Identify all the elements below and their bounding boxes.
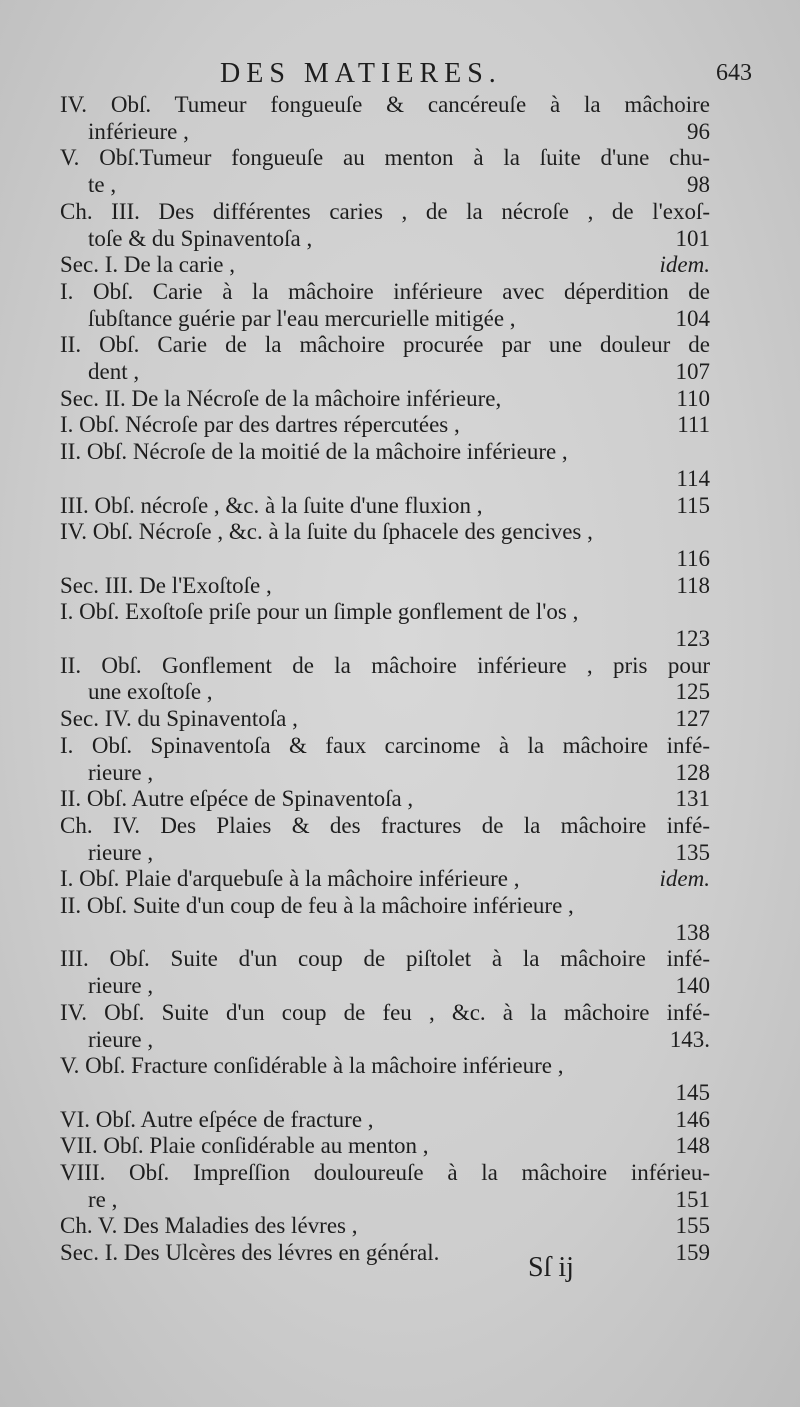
toc-entry-text: IV. Obſ. Nécroſe , &c. à la ſuite du ſphacele des gencives , bbox=[60, 519, 593, 545]
toc-entry-text: V. Obſ.Tumeur fongueuſe au menton à la ſuite d'une chu- bbox=[60, 145, 710, 171]
toc-entry-text: Sec. IV. du Spinaventoſa , bbox=[60, 706, 298, 732]
toc-entry bbox=[60, 279, 710, 332]
toc-page-number: 135 bbox=[675, 839, 710, 865]
toc-entry-text: Sec. III. De l'Exoſtoſe , bbox=[60, 572, 272, 598]
toc-page-number: 98 bbox=[687, 172, 710, 198]
toc-page-number: 128 bbox=[675, 759, 710, 785]
toc-entry-last-line bbox=[60, 493, 710, 520]
toc-entry bbox=[60, 599, 710, 652]
toc-entry-last-line bbox=[60, 840, 710, 867]
toc-entry-text: Sec. I. Des Ulcères des lévres en général. bbox=[60, 1240, 440, 1266]
toc-page-number: 110 bbox=[676, 385, 710, 411]
toc-entry-text: Ch. V. Des Maladies des lévres , bbox=[60, 1213, 358, 1239]
toc-entry bbox=[60, 412, 710, 439]
toc-page-number: idem. bbox=[659, 866, 710, 892]
toc-entry bbox=[60, 1053, 710, 1106]
toc-page-number: 146 bbox=[675, 1106, 710, 1132]
toc-page-number: 96 bbox=[687, 118, 710, 144]
toc-page-number: 114 bbox=[676, 465, 710, 491]
toc-page-number: 151 bbox=[675, 1186, 710, 1212]
page-number: 643 bbox=[716, 60, 752, 86]
running-head: DES MATIERES. bbox=[220, 58, 502, 89]
toc-page-number: 145 bbox=[675, 1079, 710, 1105]
toc-entry-last-line bbox=[60, 1213, 710, 1240]
toc-entry bbox=[60, 706, 710, 733]
toc-page-number: 138 bbox=[675, 919, 710, 945]
toc-entry-last-line bbox=[60, 1107, 710, 1134]
toc-entry-text: IV. Obſ. Suite d'un coup de feu , &c. à la mâchoire infé- bbox=[60, 999, 710, 1025]
toc-entry-last-line bbox=[60, 1187, 710, 1214]
toc-entry-text: Ch. IV. Des Plaies & des fractures de la mâchoire infé- bbox=[60, 812, 710, 838]
toc-entry bbox=[60, 252, 710, 279]
toc-entry bbox=[60, 332, 710, 385]
toc-entry-text: ſubſtance guérie par l'eau mercurielle mitigée , bbox=[88, 305, 516, 331]
toc-entry-text: II. Obſ. Gonflement de la mâchoire inférieure , pris pour bbox=[60, 652, 710, 678]
toc-page-number: 104 bbox=[675, 305, 710, 331]
toc-entry bbox=[60, 1133, 710, 1160]
toc-entry-last-line bbox=[60, 786, 710, 813]
toc-entry bbox=[60, 519, 710, 572]
toc-entry-text: III. Obſ. Suite d'un coup de piſtolet à la mâchoire infé- bbox=[60, 946, 710, 972]
toc-page-number: 159 bbox=[675, 1240, 710, 1266]
toc-page-number: 115 bbox=[676, 492, 710, 518]
toc-entry-last-line bbox=[60, 760, 710, 787]
toc-entry-text: VII. Obſ. Plaie conſidérable au menton , bbox=[60, 1133, 429, 1159]
toc-entry-text: II. Obſ. Carie de la mâchoire procurée par une douleur de bbox=[60, 332, 710, 358]
toc-entry bbox=[60, 1160, 710, 1213]
printer-signature: Sſ ij bbox=[528, 1252, 574, 1283]
toc-page-number: 155 bbox=[675, 1213, 710, 1239]
toc-entry bbox=[60, 1107, 710, 1134]
toc-entry-last-line bbox=[60, 252, 710, 279]
toc-entry bbox=[60, 199, 710, 252]
toc-entry bbox=[60, 145, 710, 198]
toc-entry-text: IV. Obſ. Tumeur fongueuſe & cancéreuſe à la mâchoire bbox=[60, 92, 710, 117]
toc-entry bbox=[60, 1000, 710, 1053]
toc-entry bbox=[60, 786, 710, 813]
toc-entry-text: V. Obſ. Fracture conſidérable à la mâchoire inférieure , bbox=[60, 1053, 564, 1079]
toc-entry-last-line bbox=[60, 119, 710, 146]
toc-entry-text: toſe & du Spinaventoſa , bbox=[88, 225, 313, 251]
toc-entry-last-line bbox=[60, 359, 710, 386]
toc-entry-text: VIII. Obſ. Impreſſion douloureuſe à la mâchoire inférieu- bbox=[60, 1160, 710, 1186]
toc-entry bbox=[60, 92, 710, 145]
toc-page-number: 148 bbox=[675, 1133, 710, 1159]
toc-entry-last-line bbox=[60, 679, 710, 706]
toc-page-number: 118 bbox=[676, 572, 710, 598]
toc-entry-text: III. Obſ. nécroſe , &c. à la ſuite d'une fluxion , bbox=[60, 492, 483, 518]
toc-page-number: 116 bbox=[676, 545, 710, 571]
toc-page-number: 143. bbox=[669, 1026, 710, 1052]
toc-entry-last-line bbox=[60, 1133, 710, 1160]
toc-entry bbox=[60, 946, 710, 999]
toc-entry-text: Ch. III. Des différentes caries , de la nécroſe , de l'exoſ- bbox=[60, 198, 710, 224]
toc-page-number: 123 bbox=[675, 626, 710, 652]
toc-entry-last-line bbox=[60, 866, 710, 893]
toc-page-number: 140 bbox=[675, 973, 710, 999]
toc-entry bbox=[60, 493, 710, 520]
toc-entry-last-line bbox=[60, 706, 710, 733]
toc-entry-text: II. Obſ. Suite d'un coup de feu à la mâchoire inférieure , bbox=[60, 893, 574, 919]
toc-entry-text: I. Obſ. Plaie d'arquebuſe à la mâchoire inférieure , bbox=[60, 866, 520, 892]
toc-entry-text: I. Obſ. Spinaventoſa & faux carcinome à la mâchoire infé- bbox=[60, 732, 710, 758]
toc-entry-text: re , bbox=[88, 1186, 118, 1212]
toc-entry-text: rieure , bbox=[88, 759, 154, 785]
toc-entry-text: une exoſtoſe , bbox=[88, 679, 213, 705]
toc-entry-text: VI. Obſ. Autre eſpéce de fracture , bbox=[60, 1106, 374, 1132]
toc-page-number: 107 bbox=[675, 359, 710, 385]
toc-entry-text: te , bbox=[88, 172, 117, 198]
toc-entry-text: I. Obſ. Nécroſe par des dartres répercutées , bbox=[60, 412, 460, 438]
toc-entry-last-line bbox=[60, 1027, 710, 1054]
toc-entry bbox=[60, 866, 710, 893]
toc-entry-last-line bbox=[60, 973, 710, 1000]
toc-entry-last-line bbox=[60, 306, 710, 333]
toc-entry bbox=[60, 653, 710, 706]
toc-entry bbox=[60, 733, 710, 786]
toc-entry-text: I. Obſ. Exoſtoſe priſe pour un ſimple gonflement de l'os , bbox=[60, 599, 579, 625]
toc-entry-text: rieure , bbox=[88, 1026, 154, 1052]
toc-entry-last-line bbox=[60, 412, 710, 439]
toc-entry-text: inférieure , bbox=[88, 118, 189, 144]
toc-entry-last-line bbox=[60, 172, 710, 199]
toc-entry-text: II. Obſ. Nécroſe de la moitié de la mâchoire inférieure , bbox=[60, 439, 568, 465]
toc-page-number: 111 bbox=[677, 412, 710, 438]
toc-page-number: 125 bbox=[675, 679, 710, 705]
toc-entry-text: Sec. II. De la Nécroſe de la mâchoire inférieure, bbox=[60, 385, 502, 411]
toc-entry-text: dent , bbox=[88, 359, 140, 385]
toc-page-number: 131 bbox=[675, 786, 710, 812]
toc-entry bbox=[60, 386, 710, 413]
toc-entry-text: rieure , bbox=[88, 839, 154, 865]
toc-entry-text: Sec. I. De la carie , bbox=[60, 252, 235, 278]
toc-entry bbox=[60, 813, 710, 866]
toc-entry bbox=[60, 1240, 710, 1267]
toc-entry bbox=[60, 439, 710, 492]
toc-entry bbox=[60, 1213, 710, 1240]
toc-entry-last-line bbox=[60, 386, 710, 413]
toc-entry bbox=[60, 573, 710, 600]
toc-entry-text: rieure , bbox=[88, 973, 154, 999]
toc-entry bbox=[60, 893, 710, 946]
toc-entry-last-line bbox=[60, 226, 710, 253]
toc-entry-text: II. Obſ. Autre eſpéce de Spinaventoſa , bbox=[60, 786, 414, 812]
toc-page-number: idem. bbox=[659, 252, 710, 278]
toc-entry-last-line bbox=[60, 1240, 710, 1267]
toc-entry-last-line bbox=[60, 573, 710, 600]
toc-page-number: 127 bbox=[675, 706, 710, 732]
toc-entry-text: I. Obſ. Carie à la mâchoire inférieure avec déperdition de bbox=[60, 278, 710, 304]
table-of-contents bbox=[60, 92, 710, 1267]
toc-page-number: 101 bbox=[675, 225, 710, 251]
